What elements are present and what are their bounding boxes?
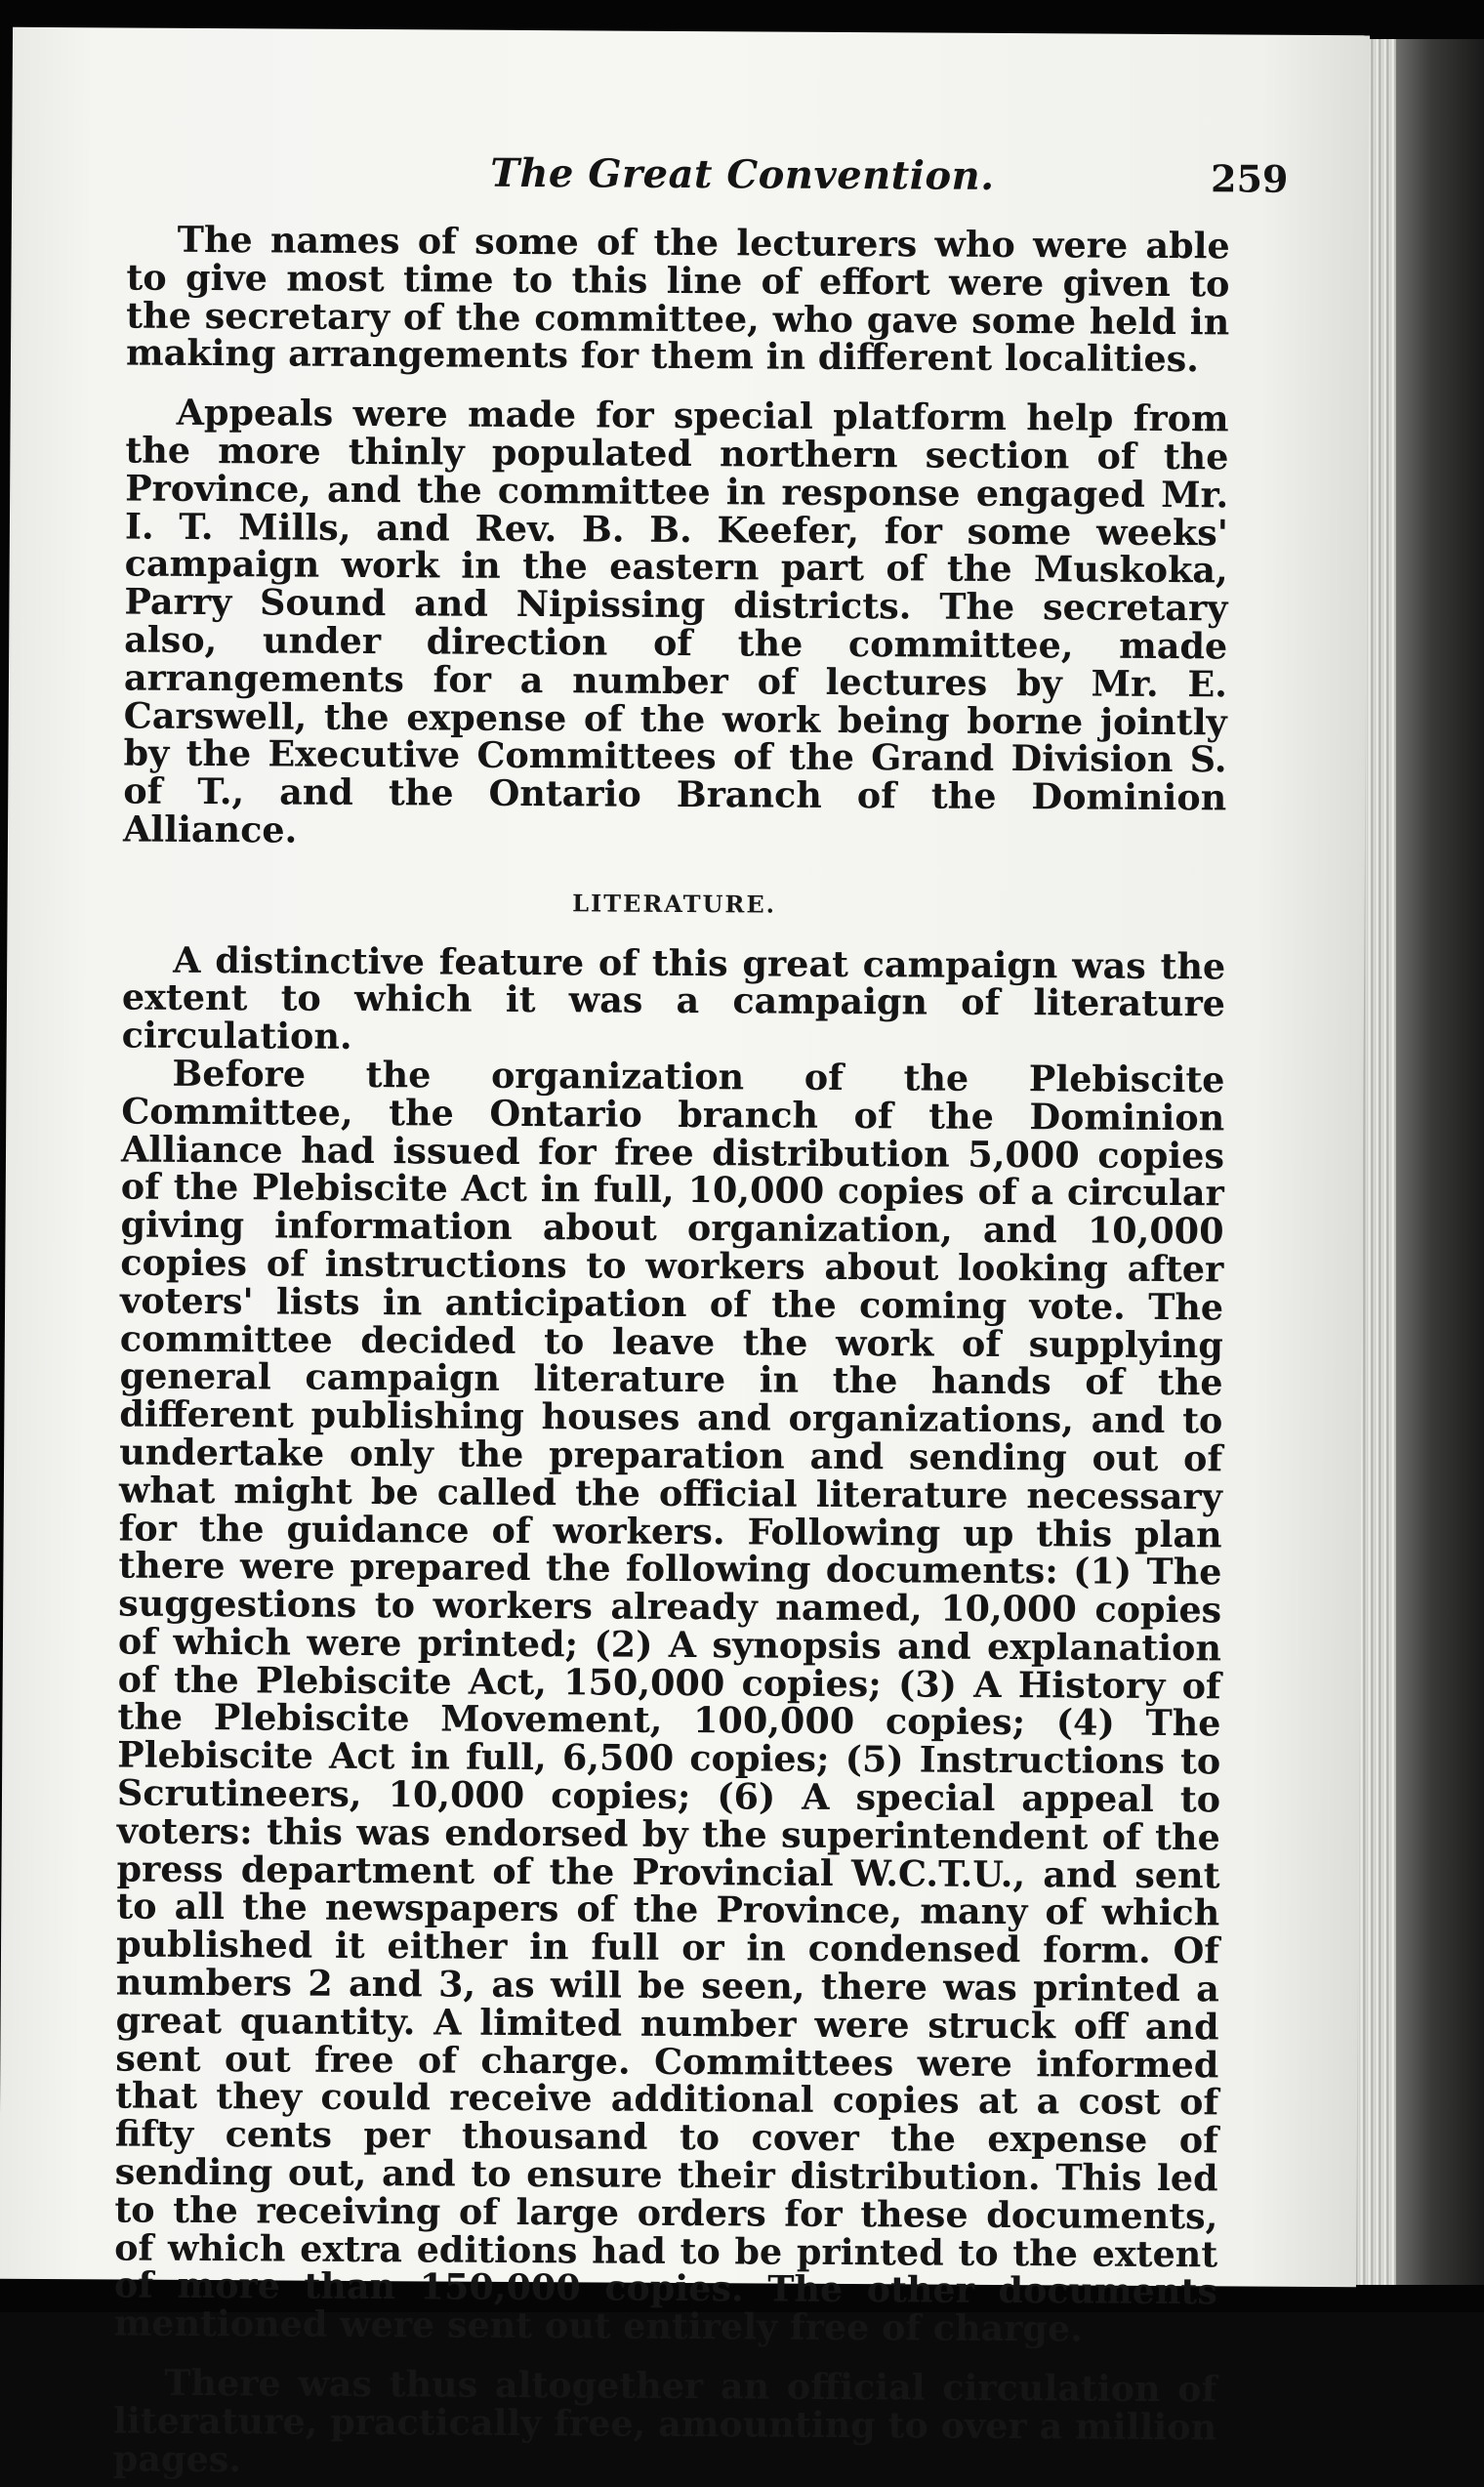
page-body bbox=[112, 218, 1230, 2484]
page-header bbox=[12, 120, 1369, 206]
paragraph-official-circulation: There was thus altogether an official circulation of literature, practically free, amounting to over a million pages. bbox=[112, 2361, 1217, 2480]
book-spine bbox=[1396, 39, 1484, 2285]
page-number: 259 bbox=[1210, 156, 1289, 201]
book-page bbox=[0, 27, 1370, 2480]
paragraph-organization: Before the organization of the Plebiscite Committee, the Ontario branch of the Dominion Alliance had issued for free distribution 5,000 copies of the Plebiscite Act in full, 10,000 copies of a circular giving information about organization, and 10,000 copies of instructions to workers about looking after voters' lists in anticipation of the coming vote. The committee decided to leave the work of supplying general campaign literature in the hands of the different publishing houses and organizations, and to undertake only the preparation and sending out of what might be called the official literature necessary for the guidance of workers. Following up this plan there were prepared the following documents: (1) The suggestions to workers already named, 10,000 copies of which were printed; (2) A synopsis and explanation of the Plebiscite Act, 150,000 copies; (3) A History of the Plebiscite Movement, 100,000 copies; (4) The Plebiscite Act in full, 6,500 copies; (5) Instructions to Scrutineers, 10,000 copies; (6) A special appeal to voters: this was endorsed by the superintendent of the press department of the Provincial W.C.T.U., and sent to all the newspapers of the Province, many of which published it either in full or in condensed form. Of numbers 2 and 3, as will be seen, there was printed a great quantity. A limited number were struck off and sent out free of charge. Committees were informed that they could receive additional copies at a cost of fifty cents per thousand to cover the expense of sending out, and to ensure their distribution. This led to the receiving of large orders for these documents, of which extra editions had to be printed to the extent of more than 150,000 copies. The other documents mentioned were sent out entirely free of charge. bbox=[113, 1052, 1225, 2350]
paragraph-lecturers: The names of some of the lecturers who were able to give most time to this line of effort were given to the secretary of the committee, who gave some held in making arrangements for them in different localities. bbox=[125, 218, 1230, 381]
paragraph-distinctive-feature: A distinctive feature of this great campaign was the extent to which it was a campaign of literature circulation. bbox=[121, 938, 1226, 1058]
running-title: The Great Convention. bbox=[490, 149, 995, 199]
paragraph-appeals: Appeals were made for special platform help from the more thinly populated northern section of the Province, and the committee in response engaged Mr. I. T. Mills, and Rev. B. B. Keefer, for some weeks' campaign work in the eastern part of the Muskoka, Parry Sound and Nipissing districts. The secretary also, under direction of the committee, made arrangements for a number of lectures by Mr. E. Carswell, the expense of the work being borne jointly by the Executive Committees of the Grand Division S. of T., and the Ontario Branch of the Dominion Alliance. bbox=[122, 391, 1229, 851]
section-heading-literature: LITERATURE. bbox=[572, 889, 777, 919]
